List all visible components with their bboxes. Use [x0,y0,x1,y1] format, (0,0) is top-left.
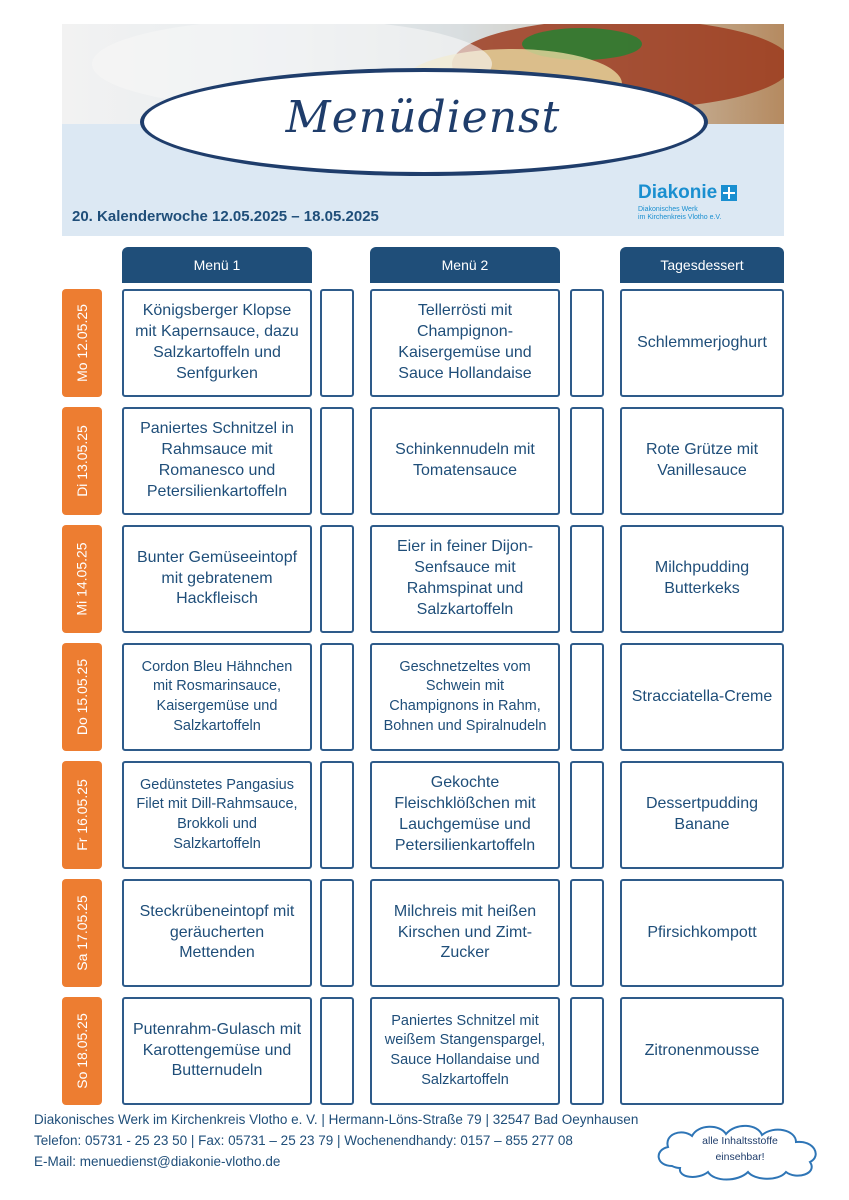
menu1-order-box[interactable] [320,525,354,633]
menu1-order-box[interactable] [320,997,354,1105]
day-label: Sa 17.05.25 [62,879,102,987]
menu2-cell: Tellerrösti mit Champignon-Kaisergemüse und Sauce Hollandaise [370,289,560,397]
menu2-order-box[interactable] [570,643,604,751]
logo-subtitle-1: Diakonisches Werk [638,206,698,213]
menu1-cell: Paniertes Schnitzel in Rahmsauce mit Romanesco und Petersilienkartoffeln [122,407,312,515]
day-label: Do 15.05.25 [62,643,102,751]
menu1-order-box[interactable] [320,407,354,515]
menu2-order-box[interactable] [570,407,604,515]
logo-name: Diakonie [638,182,718,203]
menu2-order-box[interactable] [570,997,604,1105]
menu2-cell: Milchreis mit heißen Kirschen und Zimt-Zucker [370,879,560,987]
menu2-cell: Paniertes Schnitzel mit weißem Stangenspargel, Sauce Hollandaise und Salzkartoffeln [370,997,560,1105]
menu2-cell: Eier in feiner Dijon-Senfsauce mit Rahmspinat und Salzkartoffeln [370,525,560,633]
footer-address: Diakonisches Werk im Kirchenkreis Vlotho e. V. | Hermann-Löns-Straße 79 | 32547 Bad Oeynhausen [34,1112,639,1127]
menu2-cell: Geschnetzeltes vom Schwein mit Champignons in Rahm, Bohnen und Spiralnudeln [370,643,560,751]
menu2-cell: Gekochte Fleischklößchen mit Lauchgemüse und Petersilienkartoffeln [370,761,560,869]
dessert-cell: Stracciatella-Creme [620,643,784,751]
menu1-cell: Gedünstetes Pangasius Filet mit Dill-Rahmsauce, Brokkoli und Salzkartoffeln [122,761,312,869]
menu2-order-box[interactable] [570,289,604,397]
column-header-dessert: Tagesdessert [620,247,784,283]
column-header-menu1: Menü 1 [122,247,312,283]
menu2-order-box[interactable] [570,761,604,869]
dessert-cell: Dessertpudding Banane [620,761,784,869]
footer-contact [34,1110,638,1173]
header-banner [62,24,784,236]
dessert-cell: Schlemmerjoghurt [620,289,784,397]
column-header-menu2: Menü 2 [370,247,560,283]
menu1-order-box[interactable] [320,879,354,987]
logo-subtitle-2: im Kirchenkreis Vlotho e.V. [638,214,722,222]
day-label: Mo 12.05.25 [62,289,102,397]
day-label: So 18.05.25 [62,997,102,1105]
menu1-order-box[interactable] [320,761,354,869]
menu1-cell: Cordon Bleu Hähnchen mit Rosmarinsauce, Kaisergemüse und Salzkartoffeln [122,643,312,751]
day-label: Fr 16.05.25 [62,761,102,869]
menu2-order-box[interactable] [570,879,604,987]
note-line2: einsehbar! [715,1150,765,1163]
day-label: Di 13.05.25 [62,407,102,515]
footer-email[interactable]: E-Mail: menuedienst@diakonie-vlotho.de [34,1153,281,1169]
diakonie-logo [638,182,778,222]
menu1-cell: Bunter Gemüseeintopf mit gebratenem Hackfleisch [122,525,312,633]
dessert-cell: Zitronenmousse [620,997,784,1105]
menu1-order-box[interactable] [320,289,354,397]
menu1-cell: Steckrübeneintopf mit geräucherten Mettenden [122,879,312,987]
dessert-cell: Rote Grütze mit Vanillesauce [620,407,784,515]
menu1-order-box[interactable] [320,643,354,751]
allergen-note-cloud [650,1120,830,1182]
week-range: 20. Kalenderwoche 12.05.2025 – 18.05.2025 [72,208,379,225]
menu1-cell: Königsberger Klopse mit Kapernsauce, dazu Salzkartoffeln und Senfgurken [122,289,312,397]
day-label: Mi 14.05.25 [62,525,102,633]
page-title: Menüdienst [285,92,561,143]
menu2-cell: Schinkennudeln mit Tomatensauce [370,407,560,515]
footer-phone: Telefon: 05731 - 25 23 50 | Fax: 05731 – 25 23 79 | Wochenendhandy: 0157 – 855 277 08 [34,1132,573,1148]
dessert-cell: Milchpudding Butterkeks [620,525,784,633]
menu2-order-box[interactable] [570,525,604,633]
dessert-cell: Pfirsichkompott [620,879,784,987]
menu1-cell: Putenrahm-Gulasch mit Karottengemüse und Butternudeln [122,997,312,1105]
diakonie-cross-icon [721,185,737,201]
note-line1: alle Inhaltsstoffe [702,1135,778,1147]
